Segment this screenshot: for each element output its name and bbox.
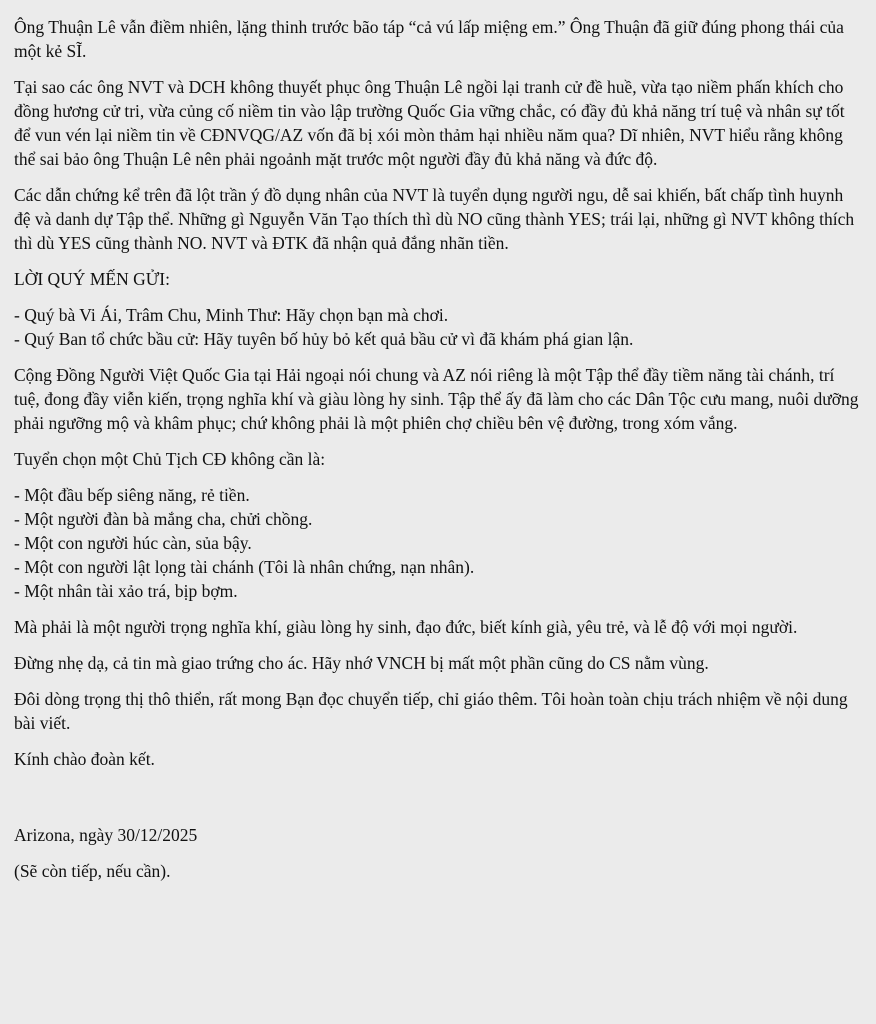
not-needed-item: - Một con người húc càn, sủa bậy. [14,533,252,553]
greeting-item: - Quý bà Vi Ái, Trâm Chu, Minh Thư: Hãy chọn bạn mà chơi. [14,305,449,325]
paragraph-question: Tại sao các ông NVT và DCH không thuyết phục ông Thuận Lê ngồi lại tranh cử đề huề, vừa tạo niềm phấn khích cho đồng hương cử tri, vừa củng cố niềm tin vào lập trường Quốc Gia vững chắc, có đầy đủ khả năng trí tuệ và nhân sự tốt để vun vén lại niềm tin về CĐNVQG/AZ vốn đã bị xói mòn thảm hại nhiều năm qua? Dĩ nhiên, NVT hiểu rằng không thể sai bảo ông Thuận Lê nên phải ngoảnh mặt trước một người đầy đủ khả năng và đức độ. [14,77,845,169]
not-needed-item: - Một đầu bếp siêng năng, rẻ tiền. [14,485,250,505]
paragraph-qualities: Mà phải là một người trọng nghĩa khí, giàu lòng hy sinh, đạo đức, biết kính già, yêu trẻ, và lễ độ với mọi người. [14,617,798,637]
paragraph-selection-heading: Tuyển chọn một Chủ Tịch CĐ không cần là: [14,449,326,469]
paragraph-evidence: Các dẫn chứng kể trên đã lột trần ý đồ dụng nhân của NVT là tuyển dụng người ngu, dễ sai khiến, bất chấp tình huynh đệ và danh dự Tập thể. Những gì Nguyễn Văn Tạo thích thì dù NO cũng thành YES; trái lại, những gì NVT không thích thì dù YES cũng thành NO. NVT và ĐTK đã nhận quả đắng nhãn tiền. [14,185,855,253]
continuation-note: (Sẽ còn tiếp, nếu cần). [14,861,171,881]
not-needed-item: - Một người đàn bà mắng cha, chửi chồng. [14,509,313,529]
not-needed-item: - Một nhân tài xảo trá, bịp bợm. [14,581,238,601]
greeting-item: - Quý Ban tổ chức bầu cử: Hãy tuyên bố hủy bỏ kết quả bầu cử vì đã khám phá gian lận. [14,329,634,349]
greeting-list [14,303,860,351]
not-needed-list [14,483,860,603]
paragraph-intro: Ông Thuận Lê vẫn điềm nhiên, lặng thinh trước bão táp “cả vú lấp miệng em.” Ông Thuận đã giữ đúng phong thái của một kẻ SĨ. [14,17,844,61]
paragraph-warning: Đừng nhẹ dạ, cả tin mà giao trứng cho ác. Hãy nhớ VNCH bị mất một phần cũng do CS nằm vùng. [14,653,709,673]
closing-salutation: Kính chào đoàn kết. [14,749,155,769]
paragraph-request: Đôi dòng trọng thị thô thiển, rất mong Bạn đọc chuyển tiếp, chỉ giáo thêm. Tôi hoàn toàn chịu trách nhiệm về nội dung bài viết. [14,689,848,733]
not-needed-item: - Một con người lật lọng tài chánh (Tôi là nhân chứng, nạn nhân). [14,557,475,577]
spacer [14,783,860,823]
date-line: Arizona, ngày 30/12/2025 [14,825,198,845]
section-heading-greeting: LỜI QUÝ MẾN GỬI: [14,269,170,289]
paragraph-community: Cộng Đồng Người Việt Quốc Gia tại Hải ngoại nói chung và AZ nói riêng là một Tập thể đầy tiềm năng tài chánh, trí tuệ, đong đầy viễn kiến, trọng nghĩa khí và giàu lòng hy sinh. Tập thể ấy đã làm cho các Dân Tộc cưu mang, nuôi dưỡng phải ngưỡng mộ và khâm phục; chứ không phải là một phiên chợ chiều bên vệ đường, trong xóm vắng. [14,365,859,433]
